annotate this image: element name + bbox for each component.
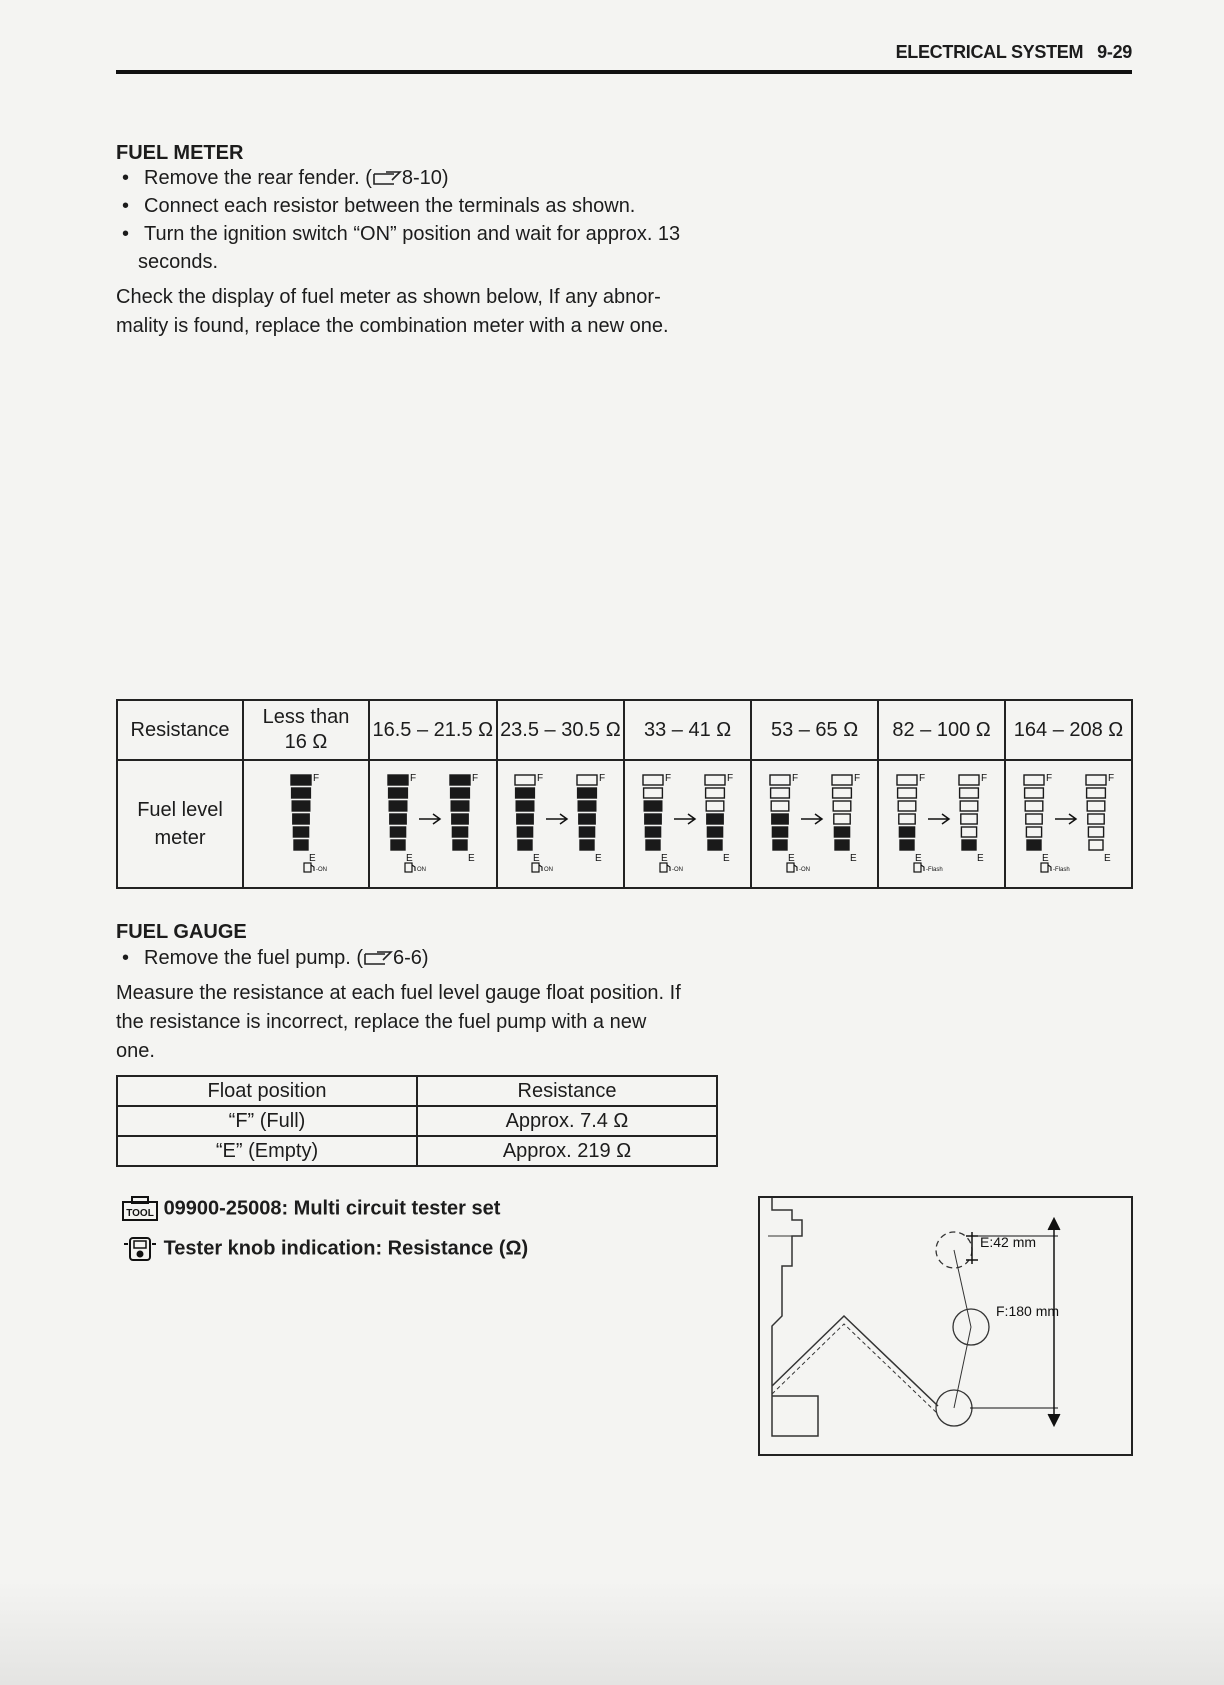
- fuel-level-bar: [388, 773, 416, 864]
- bullet-ignition-switch: [116, 220, 680, 248]
- float-path: [954, 1250, 971, 1408]
- fuel-pump-indicator-icon: [914, 863, 924, 872]
- fuel-segment: [645, 827, 660, 837]
- float-position-header: Float position: [117, 1076, 417, 1106]
- fuel-segment: [390, 827, 405, 837]
- empty-mark-label: E: [533, 853, 541, 864]
- header-section: ELECTRICAL SYSTEM: [895, 42, 1084, 62]
- float-position-cell: “F” (Full): [117, 1106, 417, 1136]
- fuel-segment: [706, 801, 724, 811]
- fuel-segment: [579, 814, 595, 824]
- empty-mark-label: E: [914, 853, 922, 864]
- fuel-segment: [706, 814, 722, 824]
- arrow-right-icon: [1055, 814, 1076, 824]
- fuel-level-meter-header: [117, 760, 243, 888]
- fuel-segment: [388, 788, 407, 798]
- float-resistance-table: [116, 1075, 718, 1167]
- empty-mark-label: E: [660, 853, 668, 864]
- fuel-segment: [518, 840, 532, 850]
- fuel-gauge-graphic: [755, 761, 875, 881]
- fuel-segment: [294, 840, 308, 850]
- resistance-cell: Approx. 219 Ω: [417, 1136, 717, 1166]
- resistance-cell: 53 – 65 Ω: [751, 700, 878, 760]
- resistance-header: Resistance: [417, 1076, 717, 1106]
- fuel-segment: [643, 788, 662, 798]
- fuel-level-bar: [705, 773, 733, 864]
- full-mark-label: F: [599, 773, 606, 784]
- fuel-segment: [899, 827, 914, 837]
- resistance-header: Resistance: [117, 700, 243, 760]
- tank-wall: [772, 1198, 818, 1436]
- empty-mark-label: E: [405, 853, 413, 864]
- fuel-pump-indicator-icon: [660, 863, 670, 872]
- resistance-value: Less than: [262, 706, 350, 728]
- fuel-segment: [1027, 840, 1041, 850]
- fuel-segment: [1087, 814, 1103, 824]
- header-rule: [116, 70, 1132, 74]
- diagram-frame: [759, 1197, 1132, 1455]
- fuel-segment: [707, 827, 722, 837]
- fuel-segment: [960, 801, 978, 811]
- gauge-cell: [497, 760, 625, 888]
- fuel-segment: [450, 788, 469, 798]
- empty-mark-label: E: [976, 853, 984, 864]
- fuel-segment: [293, 827, 308, 837]
- fuel-gauge-graphic: [882, 761, 1002, 881]
- bullet-dot: •: [122, 947, 130, 969]
- fuel-segment: [897, 775, 917, 785]
- table-row: [117, 1106, 717, 1136]
- fuel-segment: [516, 788, 535, 798]
- measure-line2: the resistance is incorrect, replace the fuel pump with a new: [116, 1011, 647, 1033]
- fuel-segment: [833, 814, 849, 824]
- fuel-level-bar: [291, 773, 319, 864]
- empty-mark-label: E: [467, 853, 475, 864]
- fuel-segment: [646, 840, 660, 850]
- fuel-level-label: Fuel level: [137, 799, 223, 821]
- tool-text: 09900-25008: Multi circuit tester set: [163, 1197, 501, 1220]
- fuel-gauge-graphic: [246, 761, 366, 881]
- fuel-segment: [391, 840, 405, 850]
- reference-arrow-icon: [363, 950, 393, 966]
- fuel-segment: [771, 814, 787, 824]
- tool-line: [122, 1196, 500, 1222]
- fuel-level-meter-row: [117, 760, 1132, 888]
- indicator-state-label: ON: [544, 867, 554, 873]
- empty-mark-label: E: [722, 853, 730, 864]
- indicator-state-label: -ON: [316, 867, 327, 873]
- full-mark-label: F: [980, 773, 987, 784]
- f-dimension-extensions: [970, 1236, 1058, 1408]
- fuel-segment: [518, 827, 533, 837]
- full-mark-label: F: [791, 773, 798, 784]
- fuel-segment: [390, 814, 406, 824]
- fuel-segment: [898, 814, 914, 824]
- check-display-line2: mality is found, replace the combination meter with a new one.: [116, 315, 669, 337]
- fuel-gauge-title: FUEL GAUGE: [116, 921, 247, 943]
- empty-mark-label: E: [1103, 853, 1111, 864]
- full-mark-label: F: [1107, 773, 1114, 784]
- fuel-segment: [897, 788, 916, 798]
- bullet-remove-fuel-pump: [116, 944, 429, 972]
- fuel-segment: [959, 788, 978, 798]
- fuel-segment: [708, 840, 722, 850]
- fuel-level-bar: [1024, 773, 1052, 864]
- bullet-text: Remove the rear fender. (: [144, 167, 372, 189]
- indicator-state-label: -Flash: [1052, 867, 1070, 873]
- fuel-pump-indicator-icon: [1041, 863, 1051, 872]
- fuel-level-bar: [832, 773, 860, 864]
- fuel-segment: [292, 788, 311, 798]
- indicator-state-label: ON: [416, 867, 426, 873]
- fuel-segment: [1086, 788, 1105, 798]
- fuel-segment: [517, 801, 535, 811]
- arrow-right-icon: [546, 814, 567, 824]
- fuel-segment: [580, 840, 594, 850]
- fuel-segment: [900, 840, 914, 850]
- fuel-segment: [832, 788, 851, 798]
- gauge-cell: [369, 760, 497, 888]
- arrow-right-icon: [419, 814, 440, 824]
- full-mark-label: F: [726, 773, 733, 784]
- fuel-segment: [1086, 775, 1106, 785]
- bullet-text: Remove the fuel pump. (: [144, 947, 363, 969]
- fuel-segment: [643, 775, 663, 785]
- float-arm-shadow: [772, 1324, 938, 1414]
- reference-arrow-icon: [372, 170, 402, 186]
- empty-mark-label: E: [1041, 853, 1049, 864]
- fuel-segment: [292, 801, 310, 811]
- resistance-row: [117, 700, 1132, 760]
- fuel-segment: [960, 814, 976, 824]
- fuel-segment: [644, 814, 660, 824]
- fuel-segment: [770, 788, 789, 798]
- fuel-segment: [291, 775, 311, 785]
- bullet-dot: •: [122, 223, 130, 245]
- fuel-segment: [959, 775, 979, 785]
- fuel-segment: [644, 801, 662, 811]
- float-position-diagram: [758, 1196, 1133, 1456]
- arrow-right-icon: [928, 814, 949, 824]
- tester-knob-text: Tester knob indication: Resistance (Ω): [163, 1237, 529, 1260]
- bullet-dot: •: [122, 167, 130, 189]
- fuel-segment: [1087, 801, 1105, 811]
- bullet-dot: •: [122, 195, 130, 217]
- fuel-segment: [1089, 840, 1103, 850]
- fuel-segment: [388, 775, 408, 785]
- tester-knob-icon: [122, 1236, 158, 1262]
- arrow-right-icon: [674, 814, 695, 824]
- fuel-segment: [579, 801, 597, 811]
- fuel-segment: [835, 840, 849, 850]
- fuel-segment: [961, 827, 976, 837]
- bullet-text: Connect each resistor between the terminals as shown.: [144, 195, 636, 217]
- e-dimension-label: E:42 mm: [980, 1234, 1037, 1250]
- gauge-cell: [878, 760, 1005, 888]
- fuel-segment: [705, 775, 725, 785]
- fuel-segment: [832, 775, 852, 785]
- fuel-segment: [515, 775, 535, 785]
- fuel-level-bar: [1086, 773, 1114, 864]
- bullet-ref: 6-6): [393, 947, 429, 969]
- tester-knob-line: [122, 1236, 528, 1262]
- fuel-pump-indicator-icon: [304, 863, 314, 872]
- fuel-segment: [773, 840, 787, 850]
- measure-line3: one.: [116, 1040, 155, 1062]
- indicator-state-label: -ON: [671, 867, 683, 873]
- page-bottom-shadow: [0, 1580, 1224, 1685]
- fuel-segment: [834, 827, 849, 837]
- float-arm: [772, 1316, 938, 1406]
- check-display-line1: Check the display of fuel meter as shown below, If any abnor-: [116, 286, 661, 308]
- bullet-remove-rear-fender: [116, 164, 449, 192]
- fuel-level-bar: [577, 773, 605, 864]
- empty-mark-label: E: [595, 853, 603, 864]
- fuel-segment: [293, 814, 309, 824]
- resistance-cell: 33 – 41 Ω: [624, 700, 751, 760]
- fuel-segment: [1026, 827, 1041, 837]
- fuel-segment: [451, 801, 469, 811]
- fuel-level-bar: [515, 773, 543, 864]
- fuel-pump-indicator-icon: [405, 863, 415, 872]
- fuel-meter-title: FUEL METER: [116, 142, 244, 164]
- bullet-ignition-cont: seconds.: [138, 251, 219, 273]
- empty-mark-label: E: [309, 853, 316, 864]
- fuel-segment: [898, 801, 916, 811]
- resistance-cell: 82 – 100 Ω: [878, 700, 1005, 760]
- full-mark-label: F: [409, 773, 416, 784]
- fuel-segment: [577, 775, 597, 785]
- bullet-ref: 8-10): [401, 167, 449, 189]
- tool-icon-label: TOOL: [126, 1208, 154, 1219]
- fuel-segment: [1025, 801, 1043, 811]
- fuel-segment: [452, 827, 467, 837]
- fuel-segment: [517, 814, 533, 824]
- full-mark-label: F: [664, 773, 671, 784]
- fuel-segment: [705, 788, 724, 798]
- resistance-cell: 23.5 – 30.5 Ω: [497, 700, 625, 760]
- fuel-gauge-graphic: [1009, 761, 1129, 881]
- fuel-level-bar: [770, 773, 798, 864]
- header-page-number: 9-29: [1097, 42, 1132, 62]
- fuel-segment: [833, 801, 851, 811]
- full-mark-label: F: [537, 773, 544, 784]
- resistance-cell: Approx. 7.4 Ω: [417, 1106, 717, 1136]
- gauge-cell: [1005, 760, 1132, 888]
- gauge-cell: [751, 760, 878, 888]
- indicator-state-label: -Flash: [925, 867, 943, 873]
- fuel-segment: [452, 814, 468, 824]
- empty-mark-label: E: [787, 853, 795, 864]
- f-dimension-label: F:180 mm: [996, 1303, 1060, 1319]
- resistance-cell: 16.5 – 21.5 Ω: [369, 700, 497, 760]
- fuel-pump-indicator-icon: [532, 863, 542, 872]
- fuel-segment: [1024, 775, 1044, 785]
- full-mark-label: F: [1045, 773, 1052, 784]
- fuel-gauge-graphic: [500, 761, 620, 881]
- measure-line1: Measure the resistance at each fuel level gauge float position. If: [116, 982, 681, 1004]
- arrow-right-icon: [801, 814, 822, 824]
- full-mark-label: F: [853, 773, 860, 784]
- full-mark-label: F: [918, 773, 925, 784]
- fuel-segment: [1025, 814, 1041, 824]
- fuel-level-bar: [897, 773, 925, 864]
- resistance-cell: [243, 700, 369, 760]
- bullet-connect-resistor: [116, 192, 635, 220]
- resistance-cell: 164 – 208 Ω: [1005, 700, 1132, 760]
- full-mark-label: F: [313, 773, 320, 784]
- running-header: [896, 42, 1132, 63]
- fuel-segment: [1024, 788, 1043, 798]
- fuel-level-bar: [959, 773, 987, 864]
- fuel-segment: [771, 801, 789, 811]
- fuel-segment: [578, 788, 597, 798]
- fuel-segment: [962, 840, 976, 850]
- tool-icon: [122, 1196, 158, 1222]
- bullet-text: Turn the ignition switch “ON” position and wait for approx. 13: [144, 223, 681, 245]
- fuel-segment: [389, 801, 407, 811]
- fuel-pump-indicator-icon: [787, 863, 797, 872]
- empty-mark-label: E: [849, 853, 857, 864]
- fuel-level-bar: [643, 773, 671, 864]
- fuel-gauge-graphic: [628, 761, 748, 881]
- full-mark-label: F: [471, 773, 478, 784]
- fuel-segment: [770, 775, 790, 785]
- fuel-segment: [772, 827, 787, 837]
- indicator-state-label: -ON: [798, 867, 810, 873]
- table-row: [117, 1136, 717, 1166]
- gauge-cell: [243, 760, 369, 888]
- fuel-segment: [450, 775, 470, 785]
- gauge-cell: [624, 760, 751, 888]
- fuel-segment: [453, 840, 467, 850]
- fuel-meter-table: [116, 699, 1133, 889]
- fuel-segment: [1088, 827, 1103, 837]
- resistance-value-unit: 16 Ω: [284, 731, 328, 753]
- fuel-segment: [580, 827, 595, 837]
- fuel-gauge-graphic: [373, 761, 493, 881]
- table-header-row: [117, 1076, 717, 1106]
- float-position-cell: “E” (Empty): [117, 1136, 417, 1166]
- meter-label: meter: [154, 827, 206, 849]
- fuel-level-bar: [450, 773, 478, 864]
